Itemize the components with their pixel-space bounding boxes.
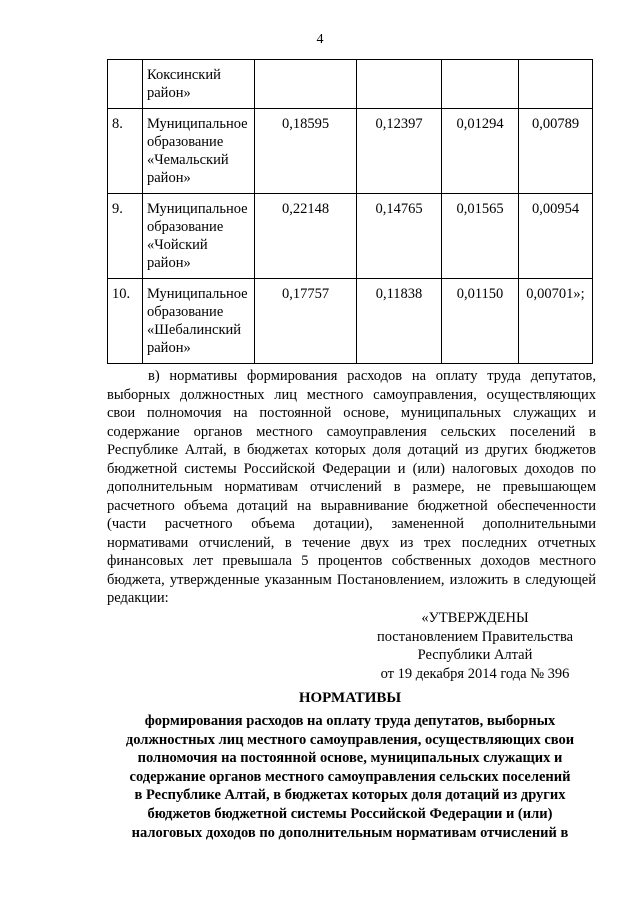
municipality-name: Коксинский район» (143, 60, 255, 109)
value-cell: 0,00954 (519, 194, 593, 279)
approval-date: от 19 декабря 2014 года № 396 (380, 665, 570, 682)
municipality-name: Муниципальное образование «Чемальский район» (143, 109, 255, 194)
value-cell: 0,01150 (442, 279, 519, 364)
value-cell (357, 60, 442, 109)
row-number: 10. (108, 279, 143, 364)
value-cell: 0,01565 (442, 194, 519, 279)
value-cell (519, 60, 593, 109)
approval-line: постановлением Правительства (376, 628, 574, 645)
value-cell (255, 60, 357, 109)
row-number: 8. (108, 109, 143, 194)
municipality-name: Муниципальное образование «Чойский район» (143, 194, 255, 279)
row-number: 9. (108, 194, 143, 279)
row-number (108, 60, 143, 109)
subtitle-line: формирования расходов на оплату труда депутатов, выборных (144, 713, 556, 729)
value-cell: 0,01294 (442, 109, 519, 194)
approval-block (360, 609, 590, 683)
value-cell (442, 60, 519, 109)
value-cell: 0,17757 (255, 279, 357, 364)
approval-heading: «УТВЕРЖДЕНЫ (421, 610, 529, 626)
value-cell: 0,18595 (255, 109, 357, 194)
subtitle-line: в Республике Алтай, в бюджетах которых доля дотаций из других (134, 787, 566, 804)
amendment-paragraph: в) нормативы формирования расходов на оплату труда депутатов, выборных должностных лиц местного самоуправления, осуществляющих свои полномочия на постоянной основе, муниципальных служащих и содержание органов местного самоуправления сельских поселений в Республике Алтай, в бюджетах которых доля дотаций из других бюджетов бюджетной системы Российской Федерации и (или) налоговых доходов по дополнительным нормативам отчислений в размере, не превышающем расчетного объема дотаций на выравнивание бюджетной обеспеченности (части расчетного объема дотации), замененной дополнительными нормативами отчислений, в течение двух из трех последних отчетных финансовых лет превышала 5 процентов собственных доходов местного бюджета, утвержденные указанным Постановлением, изложить в следующей редакции: (107, 368, 596, 606)
value-cell: 0,00789 (519, 109, 593, 194)
value-cell: 0,22148 (255, 194, 357, 279)
subtitle-line: должностных лиц местного самоуправления, осуществляющих свои (125, 731, 575, 748)
municipality-name: Муниципальное образование «Шебалинский район» (143, 279, 255, 364)
value-cell: 0,14765 (357, 194, 442, 279)
page-number: 4 (316, 32, 324, 47)
normatives-table (107, 59, 593, 364)
subtitle-line: бюджетов бюджетной системы Российской Федерации и (или) (147, 805, 553, 822)
subtitle-line: содержание органов местного самоуправления сельских поселений (129, 768, 571, 785)
subtitle-line: полномочия на постоянной основе, муниципальных служащих и (137, 750, 563, 767)
document-subtitle (100, 712, 600, 842)
subtitle-line: налоговых доходов по дополнительным нормативам отчислений в (131, 824, 569, 841)
table-row (108, 60, 593, 109)
document-title: НОРМАТИВЫ (298, 690, 402, 706)
approval-line: Республики Алтай (417, 647, 533, 664)
table-row (108, 109, 593, 194)
value-cell: 0,00701»; (519, 279, 593, 364)
value-cell: 0,12397 (357, 109, 442, 194)
table-row (108, 279, 593, 364)
value-cell: 0,11838 (357, 279, 442, 364)
table-row (108, 194, 593, 279)
